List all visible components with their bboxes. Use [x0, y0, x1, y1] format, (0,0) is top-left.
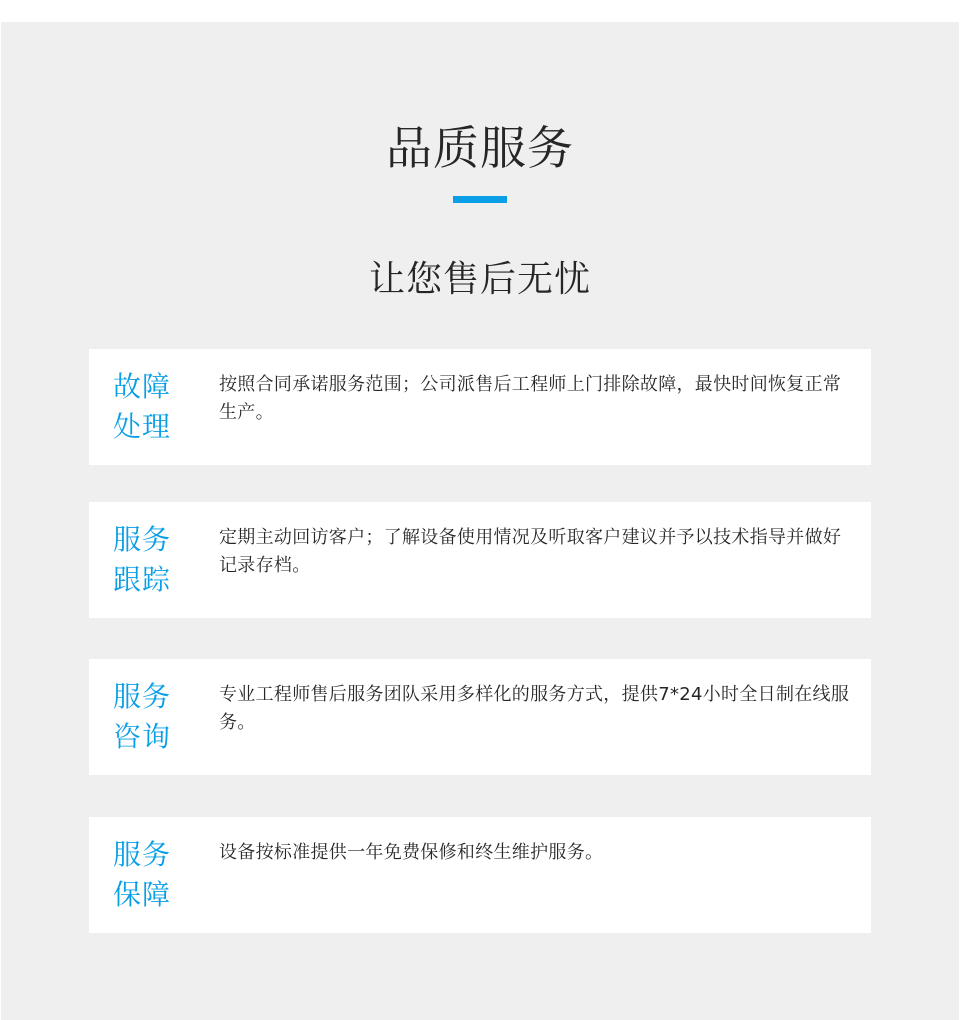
card-text: 按照合同承诺服务范围；公司派售后工程师上门排除故障，最快时间恢复正常生产。	[219, 374, 842, 423]
card-label: 服务 咨询	[113, 680, 172, 753]
card-label: 服务 跟踪	[113, 523, 172, 596]
service-card-fault-handling	[89, 349, 871, 465]
service-card-guarantee	[89, 817, 871, 933]
card-text: 定期主动回访客户；了解设备使用情况及听取客户建议并予以技术指导并做好记录存档。	[219, 527, 842, 576]
card-label: 故障 处理	[113, 370, 172, 443]
card-text: 专业工程师售后服务团队采用多样化的服务方式，提供7*24小时全日制在线服务。	[219, 684, 850, 733]
service-card-tracking	[89, 502, 871, 618]
card-label: 服务 保障	[113, 838, 172, 911]
service-card-consulting	[89, 659, 871, 775]
page-title: 品质服务	[386, 121, 574, 175]
title-underline	[453, 196, 507, 203]
page-subtitle: 让您售后无忧	[368, 259, 591, 300]
card-text: 设备按标准提供一年免费保修和终生维护服务。	[219, 842, 604, 863]
